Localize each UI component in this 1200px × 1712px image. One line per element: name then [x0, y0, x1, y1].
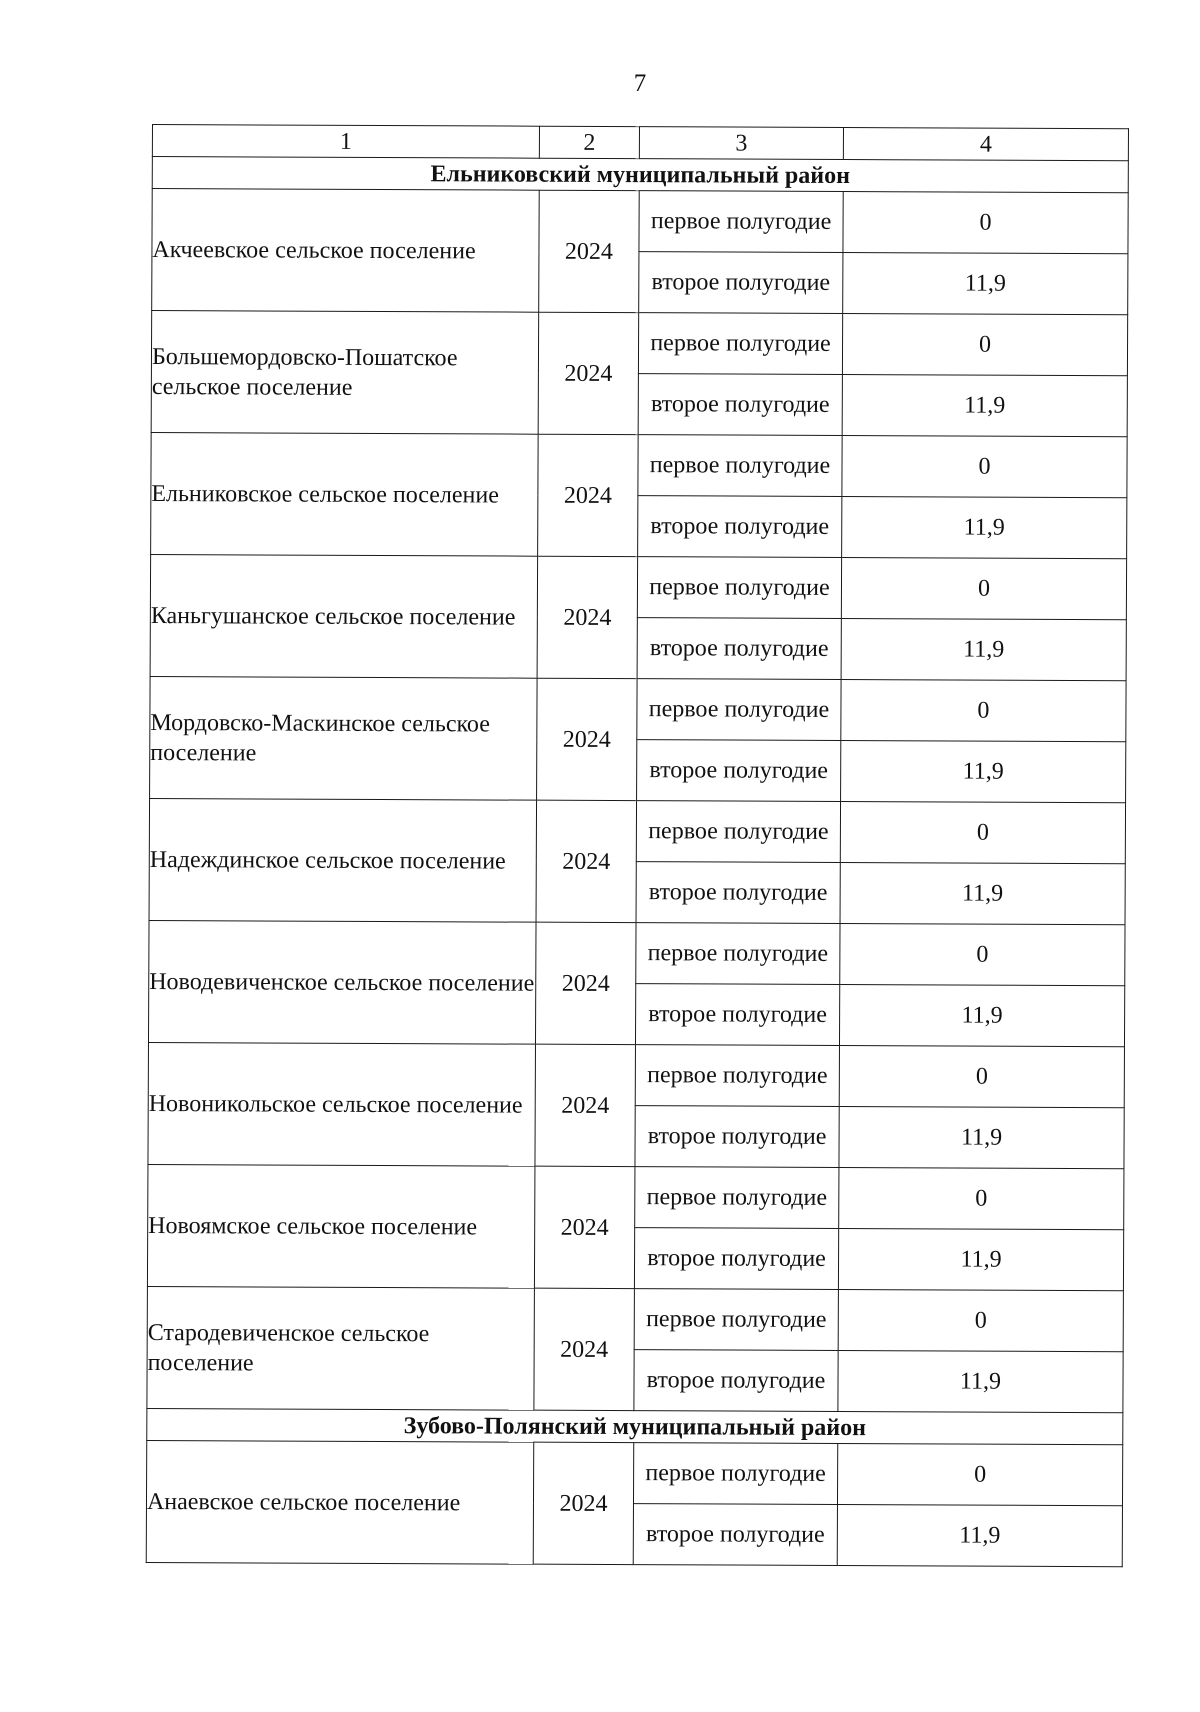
value-cell: 0	[837, 1444, 1122, 1506]
year-cell: 2024	[537, 678, 638, 800]
table-row	[151, 311, 1127, 376]
period-cell: второе полугодие	[635, 1106, 839, 1168]
table-header	[152, 125, 1128, 161]
value-cell: 0	[839, 1168, 1124, 1230]
value-cell: 0	[843, 192, 1128, 254]
period-cell: первое полугодие	[638, 313, 842, 375]
period-cell: второе полугодие	[639, 252, 843, 314]
section-title: Зубово-Полянский муниципальный район	[147, 1408, 1123, 1444]
period-cell: первое полугодие	[636, 923, 840, 985]
table-container	[146, 124, 1128, 1567]
settlement-name: Каньгушанское сельское поселение	[150, 554, 538, 678]
period-cell: второе полугодие	[638, 374, 842, 436]
table-row	[151, 432, 1127, 497]
period-cell: второе полугодие	[633, 1504, 837, 1566]
period-cell: первое полугодие	[635, 1167, 839, 1229]
period-cell: первое полугодие	[636, 801, 840, 863]
table-body	[146, 157, 1128, 1567]
value-cell: 11,9	[841, 619, 1126, 681]
value-cell: 0	[841, 680, 1126, 742]
value-cell: 11,9	[839, 1107, 1124, 1169]
settlement-name: Новоникольское сельское поселение	[148, 1042, 536, 1166]
table-row	[152, 189, 1128, 254]
year-cell: 2024	[535, 922, 636, 1044]
table-row	[149, 920, 1125, 985]
table-row	[146, 1440, 1122, 1505]
section-header-row	[152, 157, 1128, 193]
settlement-name: Большемордовско-Пошатское сельское поселение	[151, 311, 539, 435]
period-cell: первое полугодие	[637, 679, 841, 741]
value-cell: 0	[838, 1290, 1123, 1352]
period-cell: первое полугодие	[637, 557, 841, 619]
value-cell: 11,9	[842, 497, 1127, 559]
value-cell: 0	[840, 802, 1125, 864]
year-cell: 2024	[533, 1442, 634, 1564]
table-row	[150, 554, 1126, 619]
settlement-name: Анаевское сельское поселение	[146, 1440, 534, 1564]
value-cell: 0	[840, 924, 1125, 986]
value-cell: 0	[839, 1046, 1124, 1108]
page-number: 7	[633, 70, 647, 97]
section-title: Ельниковский муниципальный район	[152, 157, 1128, 193]
data-table	[146, 124, 1129, 1567]
table-row	[150, 676, 1126, 741]
value-cell: 11,9	[840, 863, 1125, 925]
column-header-3: 3	[639, 127, 843, 160]
period-cell: второе полугодие	[637, 740, 841, 802]
value-cell: 11,9	[843, 253, 1128, 315]
value-cell: 0	[842, 436, 1127, 498]
year-cell: 2024	[534, 1288, 635, 1410]
settlement-name: Новодевиченское сельское поселение	[148, 920, 536, 1044]
settlement-name: Новоямское сельское поселение	[147, 1164, 535, 1288]
value-cell: 11,9	[837, 1505, 1122, 1567]
period-cell: первое полугодие	[635, 1045, 839, 1107]
period-cell: второе полугодие	[637, 618, 841, 680]
period-cell: первое полугодие	[639, 191, 843, 253]
period-cell: второе полугодие	[635, 984, 839, 1046]
value-cell: 11,9	[839, 985, 1124, 1047]
table-row	[148, 1042, 1124, 1107]
period-cell: второе полугодие	[634, 1350, 838, 1412]
header-row	[152, 125, 1128, 161]
table-row	[148, 1164, 1124, 1229]
settlement-name: Мордовско-Маскинское сельское поселение	[150, 676, 538, 800]
year-cell: 2024	[538, 434, 639, 556]
table-row	[147, 1286, 1123, 1351]
settlement-name: Акчеевское сельское поселение	[152, 189, 540, 313]
column-header-4: 4	[843, 128, 1128, 161]
year-cell: 2024	[535, 1044, 636, 1166]
value-cell: 11,9	[838, 1229, 1123, 1291]
table-row	[149, 798, 1125, 863]
settlement-name: Надеждинское сельское поселение	[149, 798, 537, 922]
year-cell: 2024	[539, 190, 640, 312]
value-cell: 11,9	[838, 1351, 1123, 1413]
section-header-row	[147, 1408, 1123, 1444]
period-cell: второе полугодие	[636, 862, 840, 924]
column-header-2: 2	[539, 126, 639, 158]
column-header-1: 1	[152, 125, 539, 159]
year-cell: 2024	[534, 1166, 635, 1288]
value-cell: 11,9	[841, 741, 1126, 803]
year-cell: 2024	[536, 800, 637, 922]
year-cell: 2024	[537, 556, 638, 678]
period-cell: второе полугодие	[638, 496, 842, 558]
year-cell: 2024	[538, 312, 639, 434]
period-cell: первое полугодие	[633, 1443, 837, 1505]
period-cell: второе полугодие	[634, 1228, 838, 1290]
period-cell: первое полугодие	[638, 435, 842, 497]
period-cell: первое полугодие	[634, 1289, 838, 1351]
settlement-name: Ельниковское сельское поселение	[151, 432, 539, 556]
value-cell: 11,9	[842, 375, 1127, 437]
value-cell: 0	[842, 314, 1127, 376]
value-cell: 0	[841, 558, 1126, 620]
settlement-name: Стародевиченское сельское поселение	[147, 1286, 535, 1410]
